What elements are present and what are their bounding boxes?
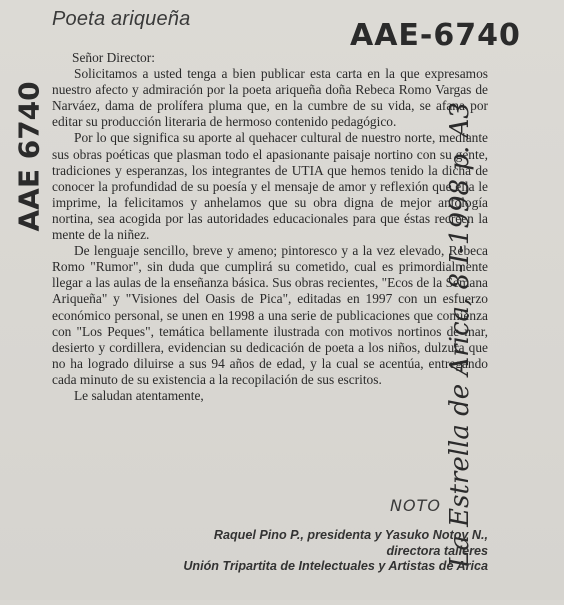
letter-paragraph-1: Solicitamos a usted tenga a bien publicar esta carta en la que expresamos nuestro afecto y admiración por la poeta ariqueña doña Rebeca Romo Vargas de Narváez, dama de prolífera pluma que, en la cumbre de su vida, se afana por editar su producción literaria de hermoso contenido pedagógico.: [52, 66, 488, 130]
handwritten-catalog-code-top: AAE-6740: [350, 18, 521, 53]
signature-line-1: Raquel Pino P., presidenta y Yasuko Notoy N.,: [213, 528, 488, 542]
handwritten-initials: NOTO: [390, 496, 441, 515]
signature-line-2: directora talleres: [386, 543, 488, 558]
letter-salutation: Señor Director:: [72, 50, 155, 65]
letter-closing: Le saludan atentamente,: [74, 387, 204, 403]
letter-paragraph-3: De lenguaje sencillo, breve y ameno; pintoresco y a la vez elevado, Rebeca Romo "Rumor", sin duda que cumplirá su cometido, cual es primordialmente llegar a las aulas de la enseñanza básica. Sus obras recientes, "Ecos de la Semana Ariqueña" y "Visiones del Oasis de Pica", editadas en 1997 con un esfuerzo económico personal, se unen en 1998 a una serie de publicaciones que comienza con "Los Peques", temática bellamente ilustrada con motivos nortinos de mar, desierto y cordillera, evidencian su dedicación de poeta a los niños, dulzura que no ha logrado diluirse a sus 94 años de edad, y la cual se acentúa, entregando cada minuto de su existencia a la recopilación de sus escritos.: [52, 243, 488, 387]
handwritten-source-note: La Estrella de Arica, 8-I-1998 p. A3: [445, 102, 475, 568]
letter-signature: [52, 528, 488, 575]
letter-paragraph-2: Por lo que significa su aporte al quehacer cultural de nuestro norte, mediante sus obras poéticas que plasman todo el apasionante paisaje nortino con su gente, tradiciones y esperanzas, los integrantes de UTIA que hemos tenido la dicha de conocer la profundidad de su poesía y el mensaje de amor y reflexión que ella le imprime, la felicitamos y anhelamos que su obra digna de mejor antología nortina, sea acogida por las autoridades educacionales para que éstas recreen la mente de la niñez.: [52, 130, 488, 243]
signature-line-3: Unión Tripartita de Intelectuales y Artistas de Arica: [183, 559, 488, 573]
letter-body: [52, 50, 488, 404]
handwritten-catalog-code-left: AAE 6740: [12, 81, 46, 232]
article-heading: Poeta ariqueña: [52, 8, 191, 30]
